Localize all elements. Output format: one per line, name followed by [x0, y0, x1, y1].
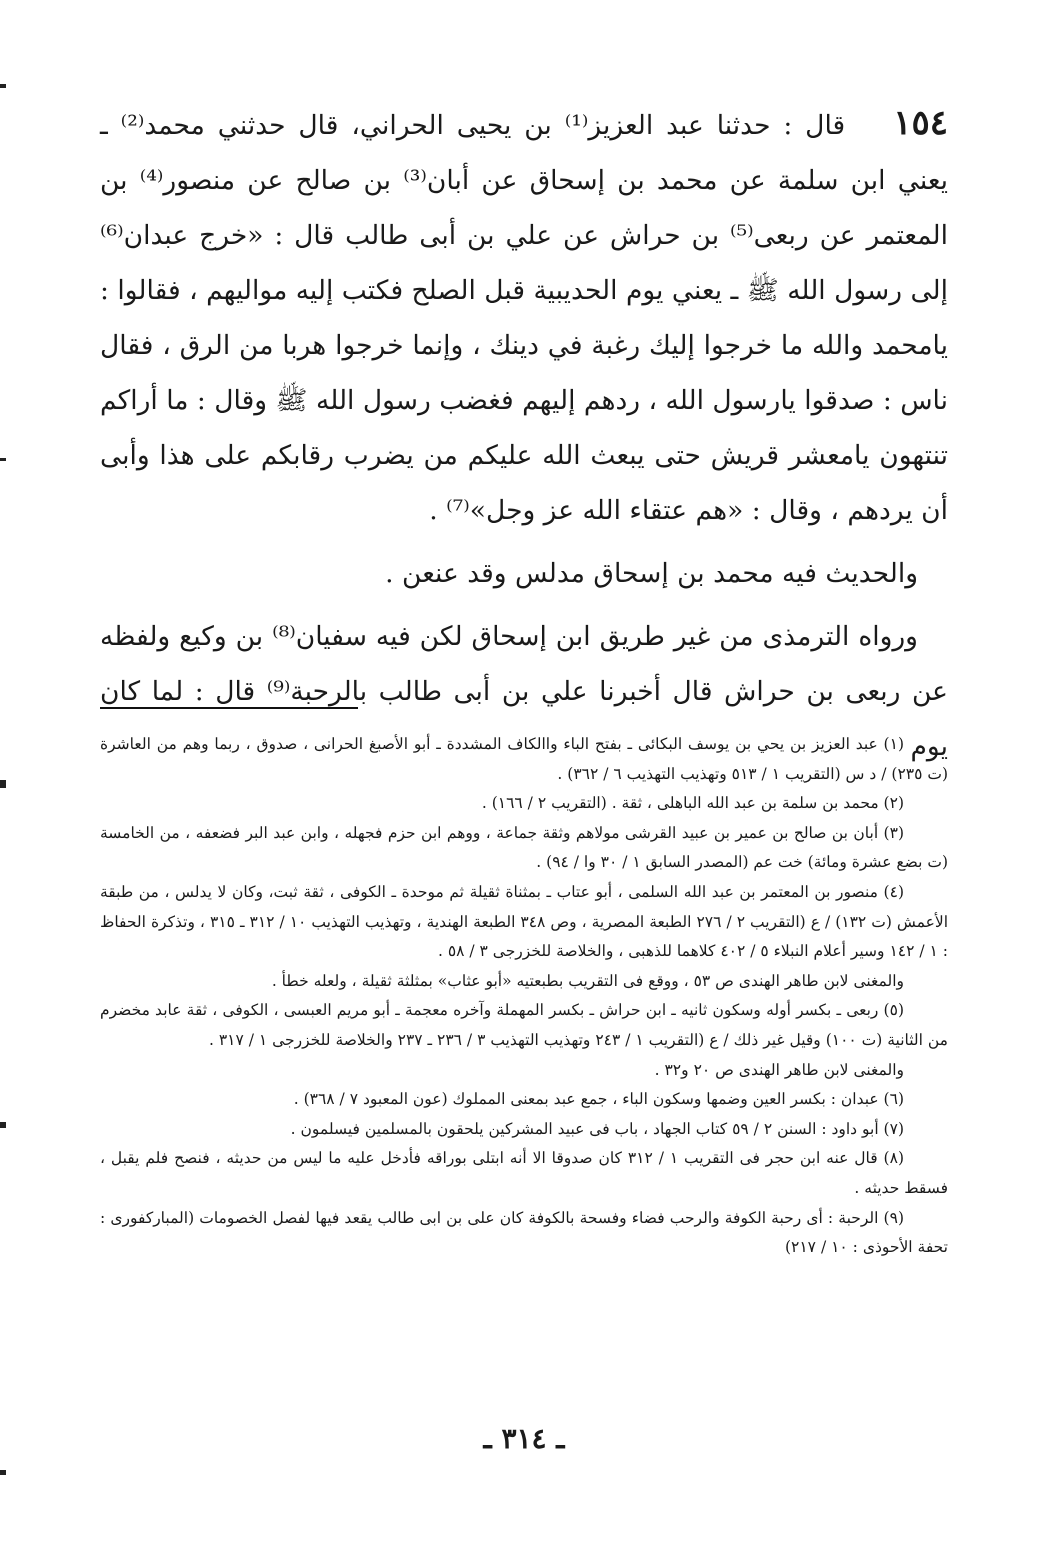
- footnote-1: (١) عبد العزيز بن يحي بن يوسف البكائى ـ بفتح الباء واالكاف المشددة ـ أبو الأصبغ الحرانى ، صدوق ، ربما وهم من العاشرة (ت ٢٣٥) / د س (التقريب ١ / ٥١٣ وتهذيب التهذيب ٦ / ٣٦٢) .: [100, 735, 948, 783]
- scan-edge-mark: [0, 84, 6, 88]
- page-number: ـ ٣١٤ ـ: [483, 1422, 565, 1455]
- hadith-number: ١٥٤: [893, 103, 948, 143]
- footnote-separator: [100, 707, 358, 709]
- footnote-8: (٨) قال عنه ابن حجر فى التقريب ١ / ٣١٢ كان صدوقا الا أنه ابتلى بوراقه فأدخل عليه ما ليس من حديثه ، فنصح فلم يقبل ، فسقط حديثه .: [100, 1149, 948, 1197]
- footnote-3: (٣) أبان بن صالح بن عمير بن عبيد القرشى مولاهم وثقة جماعة ، ووهم ابن حزم فجهله ، وابن عبد البر فضعفه ، من الخامسة (ت بضع عشرة ومائة) خت عم (المصدر السابق ١ / ٣٠ وا / ٩٤) .: [100, 823, 948, 872]
- footnote-6: (٦) عبدان : بكسر العين وضمها وسكون الباء ، جمع عبد بمعنى المملوك (عون المعبود ٧ / ٣٦٨) .: [293, 1090, 904, 1109]
- footnote-9: (٩) الرحبة : أى رحبة الكوفة والرحب فضاء وفسحة بالكوفة كان على بن ابى طالب يقعد فيها لفصل الخصومات (المباركفورى : تحفة الأحوذى : ١٠ / ٢١٧): [100, 1208, 948, 1257]
- footnote-2: (٢) محمد بن سلمة بن عبد الله الباهلى ، ثقة . (التقريب ٢ / ١٦٦) .: [481, 794, 904, 813]
- scan-edge-mark: [0, 458, 6, 461]
- scan-edge-mark: [0, 1122, 6, 1128]
- footnotes: [100, 730, 948, 1263]
- hadith-text: قال : حدثنا عبد العزيز⁽¹⁾ بن يحيى الحراني، قال حدثني محمد⁽²⁾ ـ يعني ابن سلمة عن محمد بن إسحاق عن أبان⁽³⁾ بن صالح عن منصور⁽⁴⁾ بن المعتمر عن ربعى⁽⁵⁾ بن حراش عن علي بن أبى طالب قال : «خرج عبدان⁽⁶⁾ إلى رسول الله ﷺ ـ يعني يوم الحديبية قبل الصلح فكتب إليه مواليهم ، فقالوا : يامحمد والله ما خرجوا إليك رغبة في دينك ، وإنما خرجوا هربا من الرق ، فقال ناس : صدقوا يارسول الله ، ردهم إليهم فغضب رسول الله ﷺ وقال : ما أراكم تنتهون يامعشر قريش حتى يبعث الله عليكم من يضرب رقابكم على هذا وأبى أن يردهم ، وقال : «هم عتقاء الله عز وجل»⁽⁷⁾ .: [100, 110, 948, 526]
- footnote-5: (٥) ربعى ـ بكسر أوله وسكون ثانيه ـ ابن حراش ـ بكسر المهملة وآخره معجمة ـ أبو مريم العبسى ، الكوفى ، ثقة عابد مخضرم من الثانية (ت ١٠٠) وقيل غير ذلك / ع (التقريب ١ / ٢٤٣ وتهذيب التهذيب ٣ / ٢٣٦ ـ ٢٣٧ والخلاصة للخزرجى ١ / ٣١٧ .: [100, 1001, 948, 1049]
- scan-edge-mark: [0, 1470, 6, 1475]
- footnote-4: (٤) منصور بن المعتمر بن عبد الله السلمى ، أبو عتاب ـ بمثناة ثقيلة ثم موحدة ـ الكوفى ، ثقة ثبت، وكان لا يدلس ، من طبقة الأعمش (ت ١٣٢) / ع (التقريب ٢ / ٢٧٦ الطبعة المصرية ، وص ٣٤٨ الطبعة الهندية ، وتهذيب التهذيب ١٠ / ٣١٢ ـ ٣١٥ ، وتذكرة الحفاظ : ١ / ١٤٢ وسير أعلام النبلاء ٥ / ٤٠٢ كلاهما للذهبى ، والخلاصة للخزرجى ٣ / ٥٨ .: [100, 882, 949, 961]
- footnote-5-cont: والمغنى لابن طاهر الهندى ص ٢٠ و٣٢ .: [654, 1060, 904, 1079]
- footnote-4-cont: والمغنى لابن طاهر الهندى ص ٥٣ ، ووقع فى التقريب بطبعتيه «أبو عثاب» بمثلثة ثقيلة ، ولعله خطأ .: [271, 971, 904, 990]
- scan-edge-mark: [0, 780, 6, 788]
- hadith-paragraph: [100, 96, 948, 538]
- footnote-7: (٧) أبو داود : السنن ٢ / ٥٩ كتاب الجهاد ، باب فى عبيد المشركين يلحقون بالمسلمين فيسلمون .: [290, 1119, 904, 1138]
- hadith-body: [100, 96, 948, 774]
- hadith-comment: والحديث فيه محمد بن إسحاق مدلس وقد عنعن .: [385, 558, 918, 589]
- hadith-tirmidhi: ورواه الترمذى من غير طريق ابن إسحاق لكن فيه سفيان⁽⁸⁾ بن وكيع ولفظه عن ربعى بن حراش قال أخبرنا علي بن أبى طالب بالرحبة⁽⁹⁾ قال : لما كان يوم: [100, 621, 948, 762]
